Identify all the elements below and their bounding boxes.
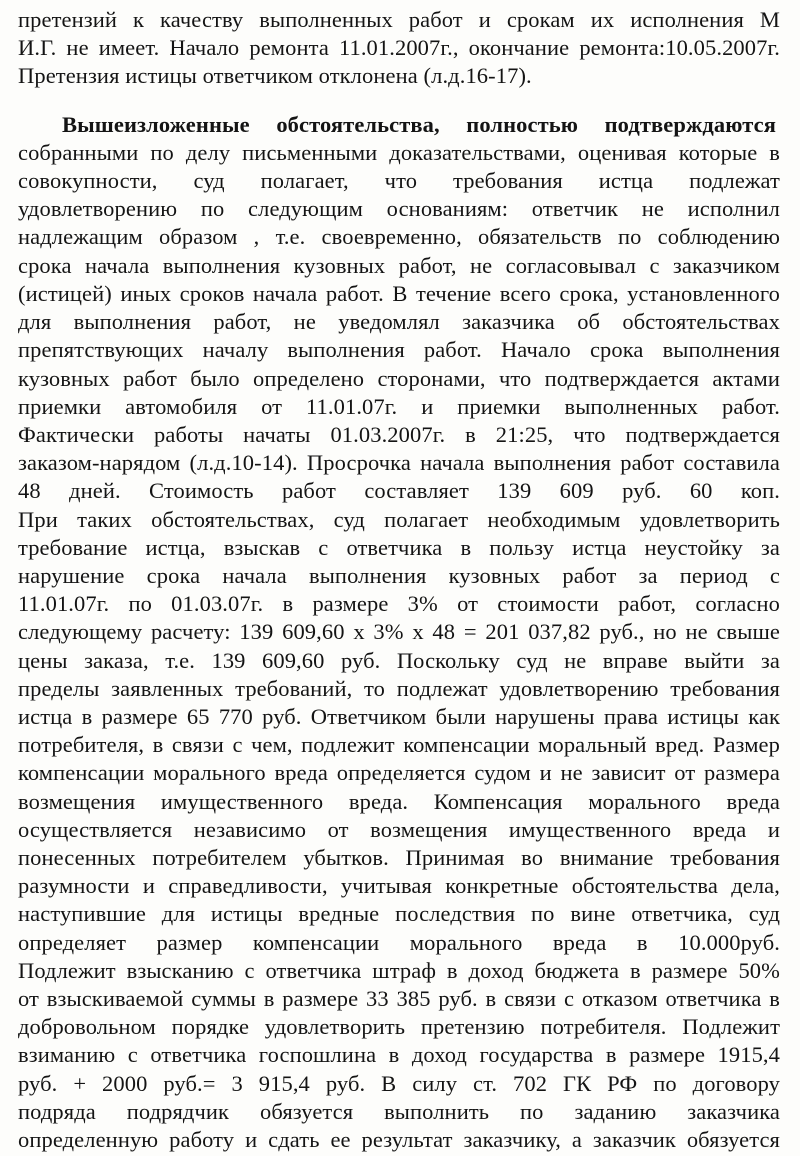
text-line: требование истца, взыскав с ответчика в пользу истца неустойку за xyxy=(18,534,780,560)
text-line: определенную работу и сдать ее результат заказчику, а заказчик обязуется xyxy=(18,1127,780,1152)
text-line: для выполнения работ, не уведомлял заказчика об обстоятельствах xyxy=(18,309,780,335)
text-line: Подлежит взысканию с ответчика штраф в доход бюджета в размере 50% xyxy=(18,957,780,983)
text-line: подряда подрядчик обязуется выполнить по заданию заказчика xyxy=(18,1098,780,1124)
text-line: взиманию с ответчика госпошлина в доход государства в размере 1915,4 xyxy=(18,1042,780,1068)
text-line: совокупности, суд полагает, что требования истца подлежат xyxy=(18,168,780,193)
text-line: И.Г. не имеет. Начало ремонта 11.01.2007г., окончание ремонта:10.05.2007г. xyxy=(18,35,780,61)
text-line: 48 дней. Стоимость работ составляет 139 609 руб. 60 коп. xyxy=(18,478,780,504)
text-line: следующему расчету: 139 609,60 х 3% х 48 = 201 037,82 руб., но не свыше xyxy=(18,619,780,645)
text-line: 11.01.07г. по 01.03.07г. в размере 3% от стоимости работ, согласно xyxy=(18,591,780,617)
text-line: наступившие для истицы вредные последствия по вине ответчика, суд xyxy=(18,901,780,927)
text-line: При таких обстоятельствах, суд полагает необходимым удовлетворить xyxy=(18,506,780,532)
text-line: препятствующих началу выполнения работ. Начало срока выполнения xyxy=(18,337,780,363)
text-line: добровольном порядке удовлетворить претензию потребителя. Подлежит xyxy=(18,1014,780,1040)
text-line: истца в размере 65 770 руб. Ответчиком были нарушены права истицы как xyxy=(18,703,780,729)
text-line: возмещения имущественного вреда. Компенсация морального вреда xyxy=(18,788,780,814)
text-line: срока начала выполнения кузовных работ, не согласовывал с заказчиком xyxy=(18,252,780,278)
text-line: собранными по делу письменными доказательствами, оценивая которые в xyxy=(18,139,780,165)
text-line: разумности и справедливости, учитывая конкретные обстоятельства дела, xyxy=(18,873,780,899)
text-line: нарушение срока начала выполнения кузовных работ за период с xyxy=(18,562,780,588)
text-line: заказом-нарядом (л.д.10-14). Просрочка начала выполнения работ составила xyxy=(18,450,780,476)
text-line: потребителя, в связи с чем, подлежит компенсации моральный вред. Размер xyxy=(18,732,780,758)
text-line: понесенных потребителем убытков. Принимая во внимание требования xyxy=(18,844,780,870)
text-line: (истицей) иных сроков начала работ. В течение всего срока, установленного xyxy=(18,280,780,306)
text-line: компенсации морального вреда определяется судом и не зависит от размера xyxy=(18,760,780,786)
text-line: цены заказа, т.е. 139 609,60 руб. Поскольку суд не вправе выйти за xyxy=(18,647,780,673)
text-line: претензий к качеству выполненных работ и срокам их исполнения М xyxy=(18,7,780,32)
text-line: Фактически работы начаты 01.03.2007г. в 21:25, что подтверждается xyxy=(18,421,780,447)
text-line: осуществляется независимо от возмещения имущественного вреда и xyxy=(18,816,780,842)
text-line: Претензия истицы ответчиком отклонена (л.д.16-17). xyxy=(18,63,532,89)
text-line: от взыскиваемой суммы в размере 33 385 руб. в связи с отказом ответчика в xyxy=(18,986,780,1011)
text-line: надлежащим образом , т.е. своевременно, обязательств по соблюдению xyxy=(18,224,780,250)
text-line: пределы заявленных требований, то подлежат удовлетворению требования xyxy=(18,675,780,701)
text-line: приемки автомобиля от 11.01.07г. и приемки выполненных работ. xyxy=(18,393,780,419)
text-line: Вышеизложенные обстоятельства, полностью подтверждаются xyxy=(62,111,776,137)
text-line: определяет размер компенсации морального вреда в 10.000руб. xyxy=(18,929,780,955)
text-line: руб. + 2000 руб.= 3 915,4 руб. В силу ст. 702 ГК РФ по договору xyxy=(18,1070,780,1096)
text-line: удовлетворению по следующим основаниям: ответчик не исполнил xyxy=(18,196,780,222)
text-line: кузовных работ было определено сторонами, что подтверждается актами xyxy=(18,365,780,391)
